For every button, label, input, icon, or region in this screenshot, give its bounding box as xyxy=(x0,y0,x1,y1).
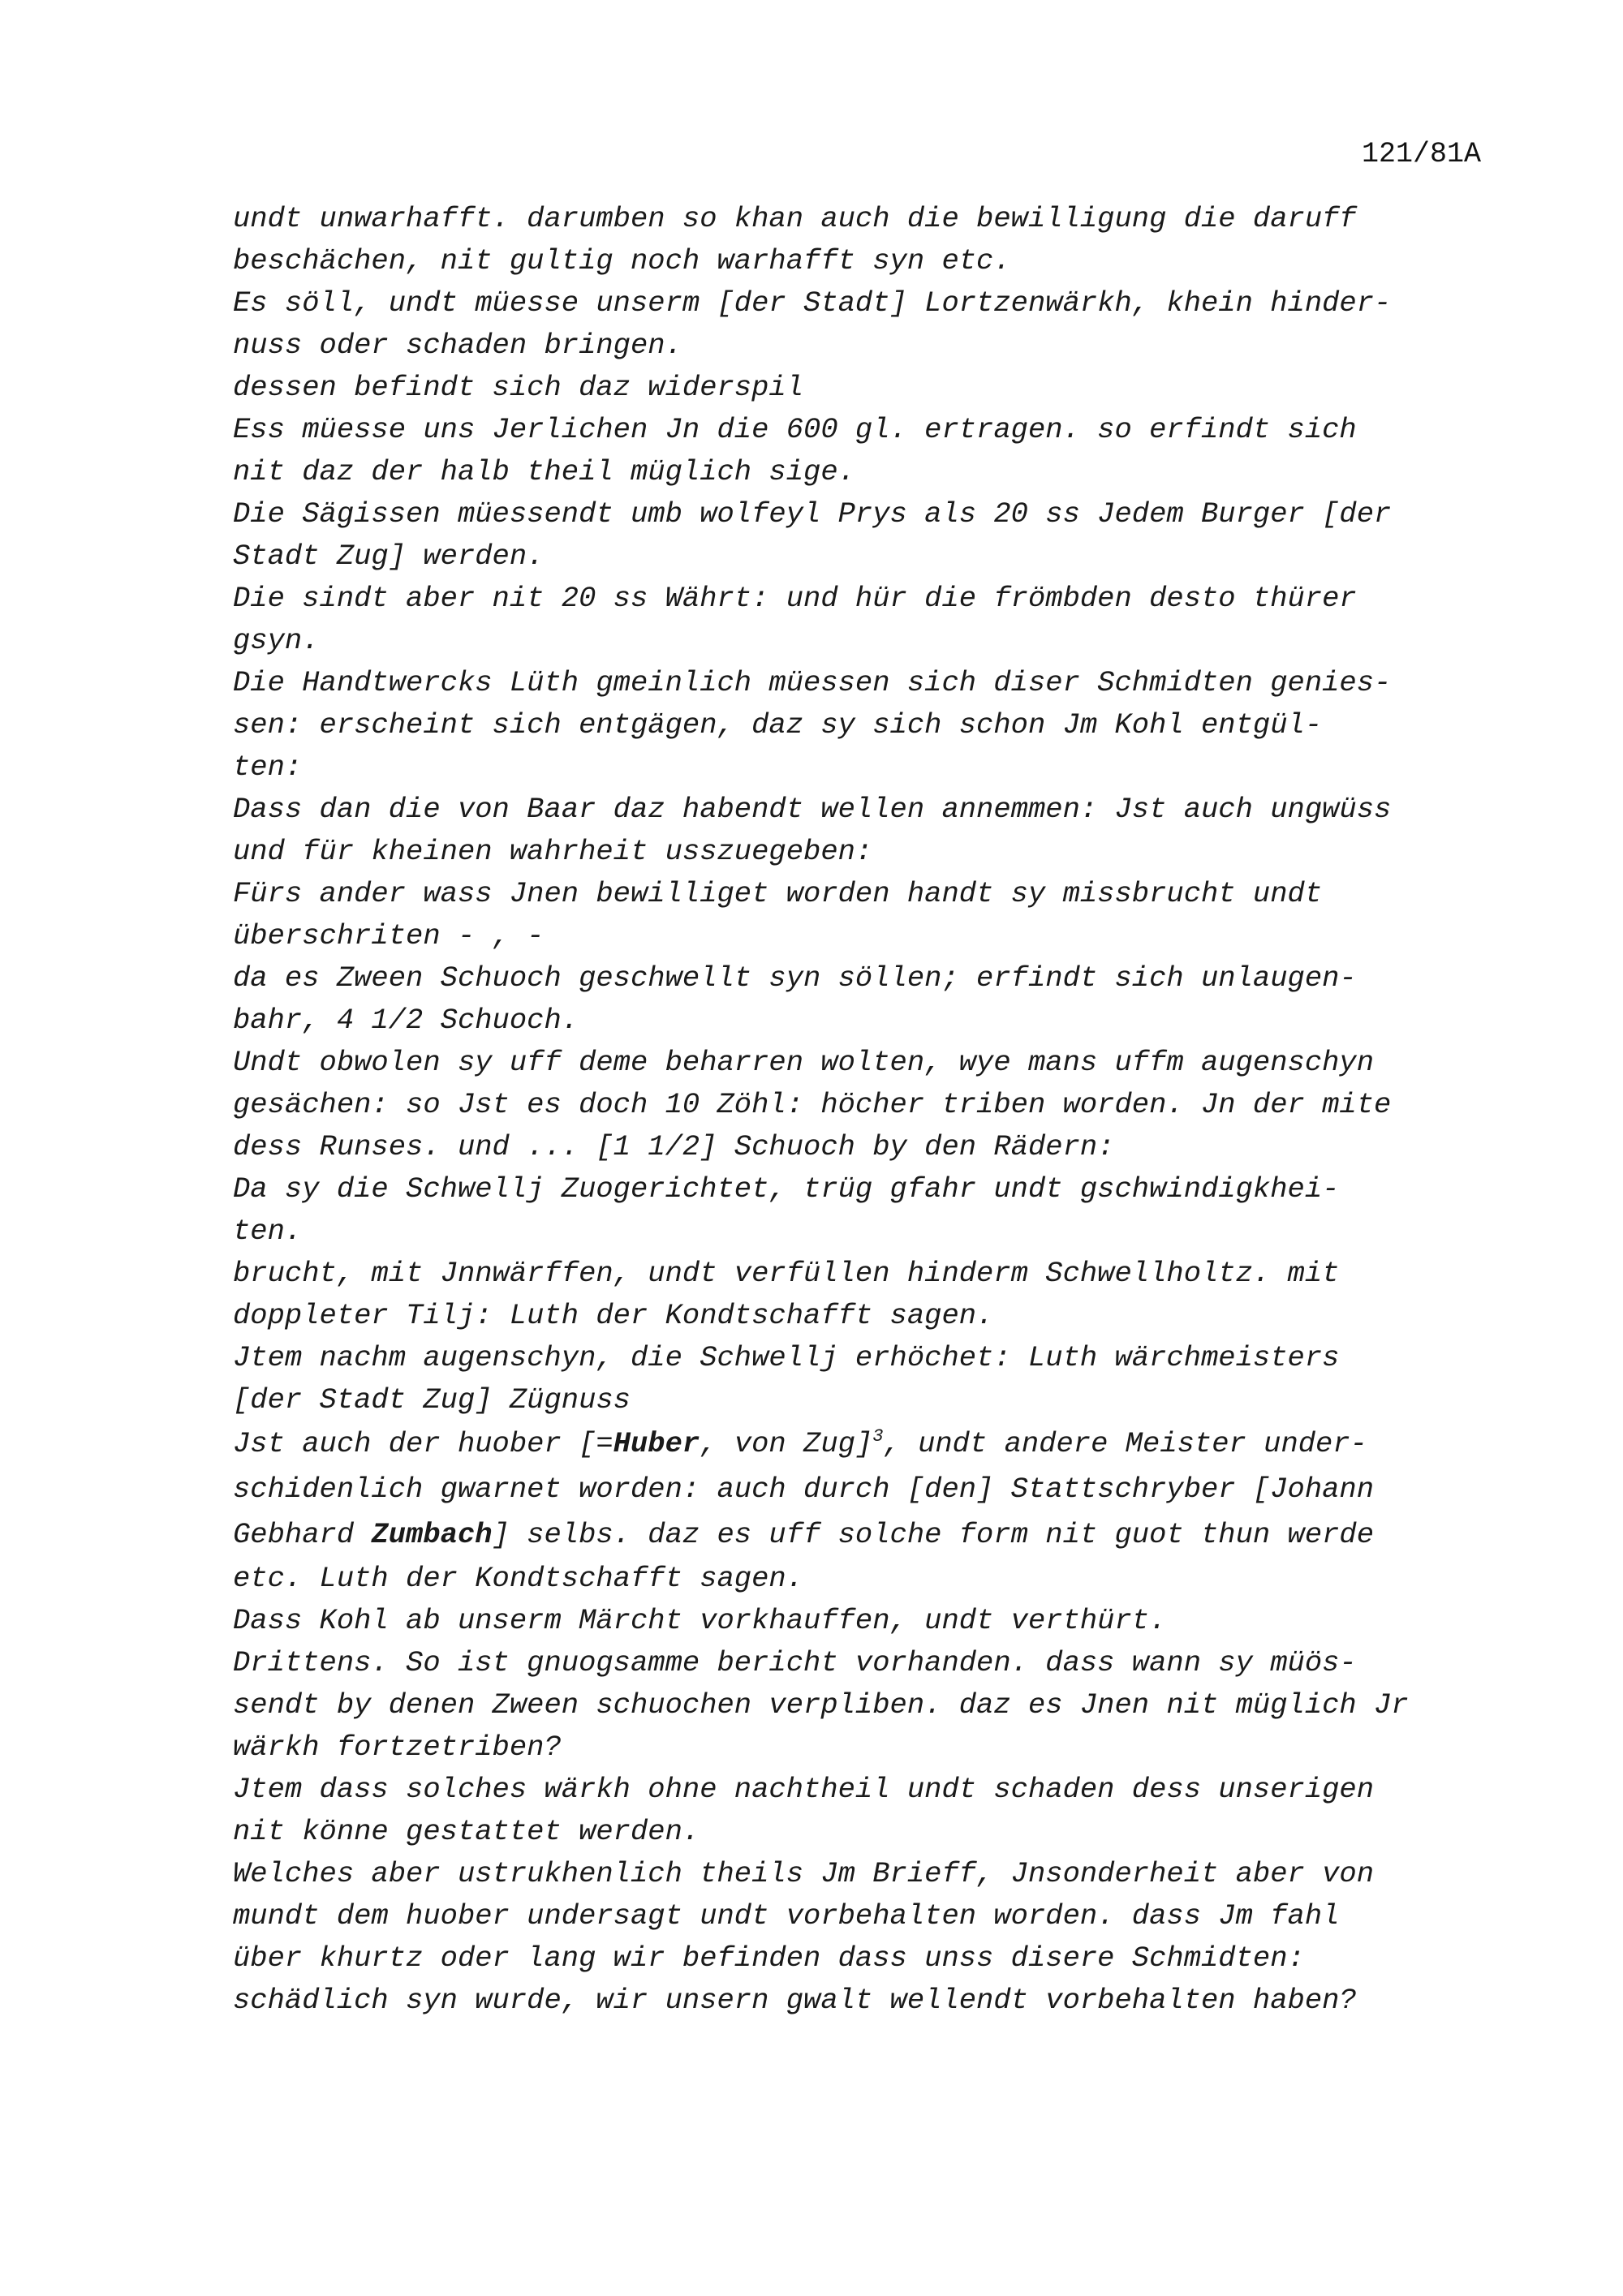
text-line: Da sy die Schwellj Zuogerichtet, trüg gfahr undt gschwindigkhei- xyxy=(233,1172,1340,1206)
text-segment: ] selbs. daz es uff solche form nit guot thun werde xyxy=(492,1518,1375,1551)
text-line: ten: xyxy=(233,750,303,784)
text-line: da es Zween Schuoch geschwellt syn söllen; erfindt sich unlaugen- xyxy=(233,961,1357,995)
text-line: dessen befindt sich daz widerspil xyxy=(233,371,804,404)
text-line: Welches aber ustrukhenlich theils Jm Brieff, Jnsonderheit aber von xyxy=(233,1857,1375,1890)
text-line: undt unwarhafft. darumben so khan auch die bewilligung die daruff xyxy=(233,202,1357,235)
text-line: schädlich syn wurde, wir unsern gwalt wellendt vorbehalten haben? xyxy=(233,1984,1357,2017)
person-name-huber: Huber xyxy=(613,1427,700,1460)
text-line: Undt obwolen sy uff deme beharren wolten, wye mans uffm augenschyn xyxy=(233,1046,1375,1079)
text-line: und für kheinen wahrheit usszuegeben: xyxy=(233,835,873,868)
text-line: nit könne gestattet werden. xyxy=(233,1815,700,1848)
text-line: sendt by denen Zween schuochen verpliben. daz es Jnen nit müglich Jr xyxy=(233,1688,1409,1722)
text-line: dess Runses. und ... [1 1/2] Schuoch by den Rädern: xyxy=(233,1130,1115,1163)
text-line: gsyn. xyxy=(233,624,320,657)
text-line: schidenlich gwarnet worden: auch durch [den] Stattschryber [Johann xyxy=(233,1473,1375,1506)
text-line: bahr, 4 1/2 Schuoch. xyxy=(233,1004,579,1037)
text-line: Die Sägissen müessendt umb wolfeyl Prys als 20 ss Jedem Burger [der xyxy=(233,497,1392,531)
text-line: etc. Luth der Kondtschafft sagen. xyxy=(233,1562,804,1595)
person-name-zumbach: Zumbach xyxy=(371,1518,493,1551)
text-line: Fürs ander wass Jnen bewilliget worden handt sy missbrucht undt xyxy=(233,877,1323,910)
text-segment: Jst auch der huober [= xyxy=(233,1427,613,1460)
text-segment: , undt andere Meister under- xyxy=(883,1427,1367,1460)
text-line: nit daz der halb theil müglich sige. xyxy=(233,455,855,488)
footnote-text-line xyxy=(233,1421,1499,1467)
page-number: 121/81A xyxy=(1361,138,1481,170)
text-line: Jtem dass solches wärkh ohne nachtheil undt schaden dess unserigen xyxy=(233,1773,1375,1806)
text-line: doppleter Tilj: Luth der Kondtschafft sagen. xyxy=(233,1299,994,1332)
footnote-marker[interactable]: 3 xyxy=(872,1426,884,1447)
text-segment: , von Zug] xyxy=(700,1427,873,1460)
text-line: gesächen: so Jst es doch 10 Zöhl: höcher triben worden. Jn der mite xyxy=(233,1088,1392,1121)
text-line: Die sindt aber nit 20 ss Währt: und hür die frömbden desto thürer xyxy=(233,582,1357,615)
name-text-line xyxy=(233,1512,1499,1558)
text-line: mundt dem huober undersagt undt vorbehalten worden. dass Jm fahl xyxy=(233,1899,1340,1933)
text-line: überschriten - , - xyxy=(233,919,545,952)
text-line: Die Handtwercks Lüth gmeinlich müessen sich diser Schmidten genies- xyxy=(233,666,1392,699)
text-line: Stadt Zug] werden. xyxy=(233,540,545,573)
text-line: Jtem nachm augenschyn, die Schwellj erhöchet: Luth wärchmeisters xyxy=(233,1341,1340,1374)
transcription-body xyxy=(233,198,1499,2022)
text-line: Es söll, undt müesse unserm [der Stadt] Lortzenwärkh, khein hinder- xyxy=(233,286,1392,320)
text-line: Dass dan die von Baar daz habendt wellen annemmen: Jst auch ungwüss xyxy=(233,793,1392,826)
text-line: beschächen, nit gultig noch warhafft syn etc. xyxy=(233,244,1011,277)
text-line: Drittens. So ist gnuogsamme bericht vorhanden. dass wann sy müös- xyxy=(233,1646,1357,1679)
text-line: [der Stadt Zug] Zügnuss xyxy=(233,1383,631,1417)
text-line: nuss oder schaden bringen. xyxy=(233,329,682,362)
text-line: brucht, mit Jnnwärffen, undt verfüllen hinderm Schwellholtz. mit xyxy=(233,1257,1340,1290)
text-line: Ess müesse uns Jerlichen Jn die 600 gl. ertragen. so erfindt sich xyxy=(233,413,1357,446)
text-line: wärkh fortzetriben? xyxy=(233,1731,562,1764)
text-line: ten. xyxy=(233,1215,303,1248)
text-line: über khurtz oder lang wir befinden dass unss disere Schmidten: xyxy=(233,1941,1305,1975)
text-line: Dass Kohl ab unserm Märcht vorkhauffen, undt verthürt. xyxy=(233,1604,1167,1637)
text-segment: Gebhard xyxy=(233,1518,372,1551)
text-line: sen: erscheint sich entgägen, daz sy sich schon Jm Kohl entgül- xyxy=(233,708,1323,742)
